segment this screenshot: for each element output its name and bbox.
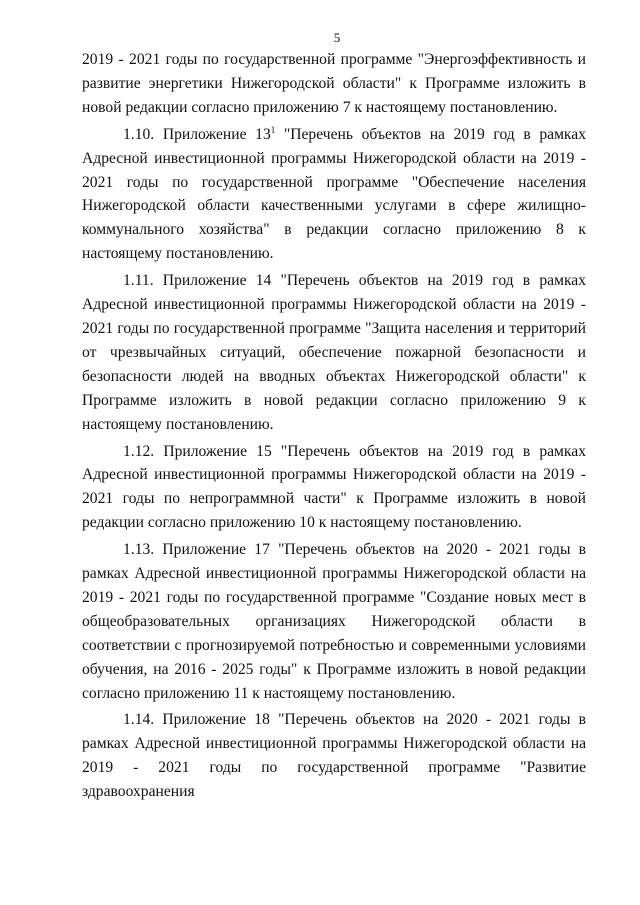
paragraph-item-1-12: 1.12. Приложение 15 "Перечень объектов на 2019 год в рамках Адресной инвестиционной программы Нижегородской области на 2019 - 2021 годы по непрограммной части" к Программе изложить в новой редакции согласно приложению 10 к настоящему постановлению. [82, 442, 586, 532]
paragraph-continuation: 2019 - 2021 годы по государственной программе "Энергоэффективность и развитие энергетики Нижегородской области" к Программе изложить в новой редакции согласно приложению 7 к настоящему постановлению. [82, 51, 586, 116]
superscript-index: 1 [270, 124, 276, 135]
paragraph-item-1-11: 1.11. Приложение 14 "Перечень объектов на 2019 год в рамках Адресной инвестиционной программы Нижегородской области на 2019 - 2021 годы по государственной программе "Защита населения и территорий от чрезвычайных ситуаций, обеспечение пожарной безопасности и безопасности людей на вводных объектах Нижегородской области" к Программе изложить в новой редакции согласно приложению 9 к настоящему постановлению. [82, 272, 586, 433]
page-number: 5 [333, 30, 341, 45]
paragraph-item-1-13: 1.13. Приложение 17 "Перечень объектов на 2020 - 2021 годы в рамках Адресной инвестиционной программы Нижегородской области на 2019 - 2021 годы по государственной программе "Создание новых мест в общеобразовательных организациях Нижегородской области в соответствии с прогнозируемой потребностью и современными условиями обучения, на 2016 - 2025 годы" к Программе изложить в новой редакции согласно приложению 11 к настоящему постановлению. [82, 541, 586, 702]
paragraph-item-1-10-start: 1.10. Приложение 13 [123, 125, 271, 143]
paragraph-item-1-14: 1.14. Приложение 18 "Перечень объектов на 2020 - 2021 годы в рамках Адресной инвестиционной программы Нижегородской области на 2019 - 2021 годы по государственной программе "Развитие здравоохранения [82, 711, 586, 801]
paragraph-item-1-10 [82, 123, 586, 266]
paragraph-item-1-10-rest: "Перечень объектов на 2019 год в рамках Адресной инвестиционной программы Нижегородской области на 2019 - 2021 годы по государственной программе "Обеспечение населения Нижегородской области качественными услугами в сфере жилищно-коммунального хозяйства" в редакции согласно приложению 8 к настоящему постановлению. [82, 125, 586, 263]
document-page [82, 30, 586, 804]
